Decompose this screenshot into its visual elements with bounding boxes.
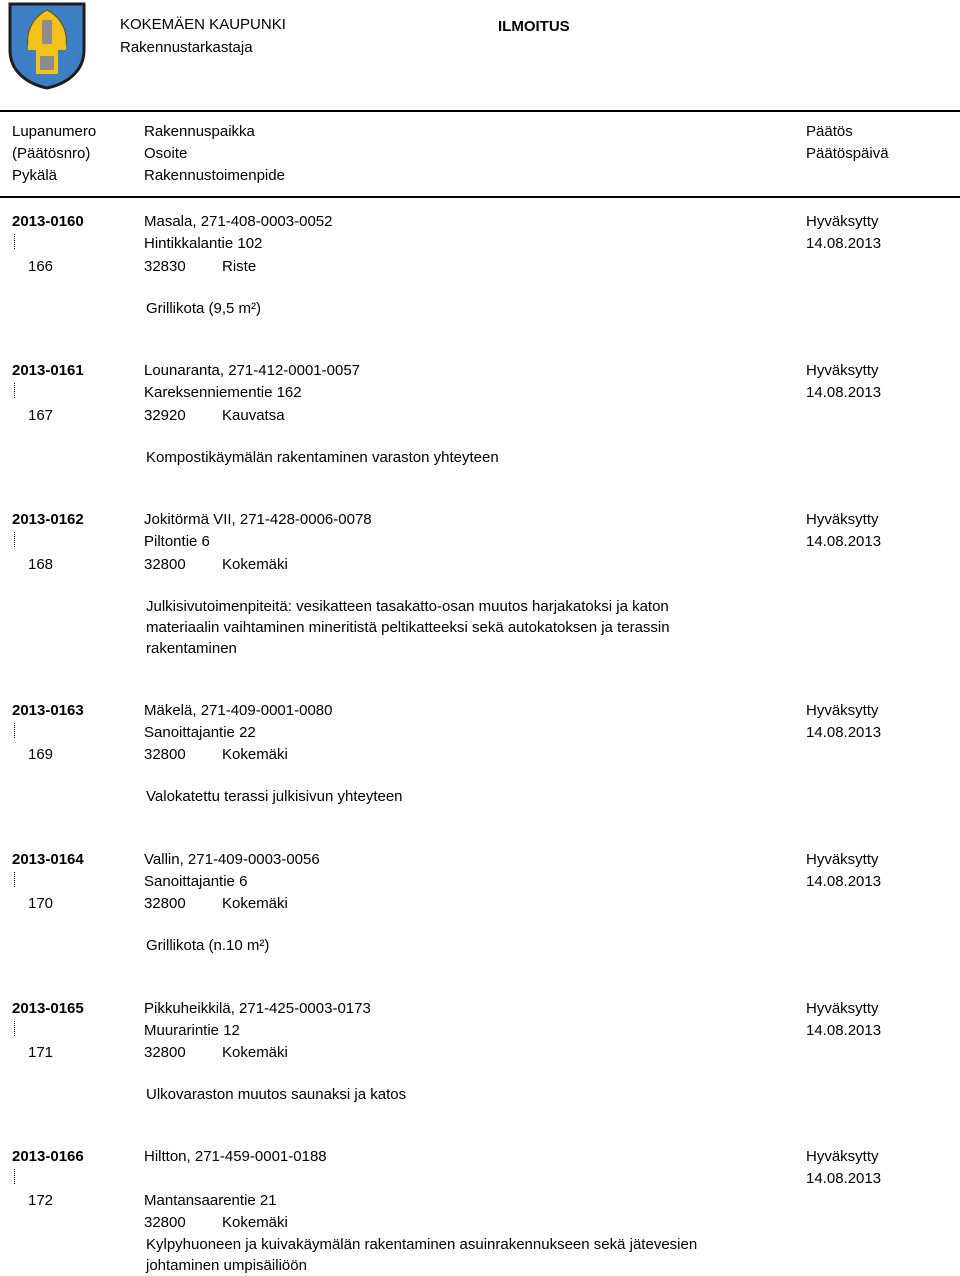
section-number: 168 <box>28 556 54 573</box>
decision-date: 14.08.2013 <box>806 1022 882 1039</box>
town: Kokemäki <box>222 556 288 573</box>
street-address: Sanoittajantie 22 <box>144 724 256 741</box>
town: Kauvatsa <box>222 407 285 424</box>
postal-code: 32830 <box>144 258 186 275</box>
description-line: materiaalin vaihtaminen mineritistä peltikatteeksi sekä autokatoksen ja terassin <box>146 619 670 636</box>
decision: Hyväksytty <box>806 511 879 528</box>
office-name: Rakennustarkastaja <box>120 39 253 56</box>
street-address: Muurarintie 12 <box>144 1022 240 1039</box>
permit-number: 2013-0165 <box>12 1000 84 1017</box>
construction-measure <box>146 1084 766 1105</box>
decision: Hyväksytty <box>806 1000 879 1017</box>
decision-date: 14.08.2013 <box>806 873 882 890</box>
decision: Hyväksytty <box>806 851 879 868</box>
permit-number: 2013-0163 <box>12 702 84 719</box>
decision-date: 14.08.2013 <box>806 533 882 550</box>
postal-code: 32800 <box>144 746 186 763</box>
description-line: Kompostikäymälän rakentaminen varaston yhteyteen <box>146 449 499 466</box>
section-number: 167 <box>28 407 54 424</box>
construction-measure <box>146 298 766 319</box>
permit-number: 2013-0161 <box>12 362 84 379</box>
decision: Hyväksytty <box>806 702 879 719</box>
coat-of-arms-icon <box>6 0 88 90</box>
section-number: 170 <box>28 895 54 912</box>
section-marker <box>14 1021 16 1036</box>
permit-number: 2013-0164 <box>12 851 84 868</box>
columns-rule <box>0 196 960 198</box>
street-address: Mantansaarentie 21 <box>144 1192 277 1209</box>
building-site: Lounaranta, 271-412-0001-0057 <box>144 362 361 379</box>
section-marker <box>14 532 16 547</box>
construction-measure <box>146 596 766 659</box>
col-lupanumero: Lupanumero <box>12 123 97 140</box>
section-number: 172 <box>28 1192 54 1209</box>
decision-date: 14.08.2013 <box>806 235 882 252</box>
description-line: rakentaminen <box>146 640 237 657</box>
decision: Hyväksytty <box>806 362 879 379</box>
col-rakennuspaikka: Rakennuspaikka <box>144 123 255 140</box>
postal-code: 32920 <box>144 407 186 424</box>
description-line: Ulkovaraston muutos saunaksi ja katos <box>146 1086 407 1103</box>
description-line: Grillikota (n.10 m²) <box>146 937 270 954</box>
postal-code: 32800 <box>144 1214 186 1231</box>
description-line: Julkisivutoimenpiteitä: vesikatteen tasakatto-osan muutos harjakatoksi ja katon <box>146 598 669 615</box>
section-marker <box>14 723 16 738</box>
decision: Hyväksytty <box>806 1148 879 1165</box>
city-name: KOKEMÄEN KAUPUNKI <box>120 16 286 33</box>
street-address: Hintikkalantie 102 <box>144 235 263 252</box>
section-marker <box>14 234 16 249</box>
building-site: Vallin, 271-409-0003-0056 <box>144 851 320 868</box>
building-site: Jokitörmä VII, 271-428-0006-0078 <box>144 511 372 528</box>
decision: Hyväksytty <box>806 213 879 230</box>
street-address: Sanoittajantie 6 <box>144 873 248 890</box>
col-paatos: Päätös <box>806 123 853 140</box>
postal-code: 32800 <box>144 556 186 573</box>
town: Kokemäki <box>222 895 288 912</box>
section-number: 171 <box>28 1044 54 1061</box>
permit-number: 2013-0162 <box>12 511 84 528</box>
town: Riste <box>222 258 257 275</box>
description-line: johtaminen umpisäiliöön <box>146 1257 307 1274</box>
section-number: 166 <box>28 258 54 275</box>
building-site: Mäkelä, 271-409-0001-0080 <box>144 702 333 719</box>
col-pykala: Pykälä <box>12 167 58 184</box>
town: Kokemäki <box>222 1214 288 1231</box>
decision-date: 14.08.2013 <box>806 724 882 741</box>
building-site: Pikkuheikkilä, 271-425-0003-0173 <box>144 1000 371 1017</box>
col-osoite: Osoite <box>144 145 188 162</box>
postal-code: 32800 <box>144 1044 186 1061</box>
building-site: Masala, 271-408-0003-0052 <box>144 213 333 230</box>
document-type: ILMOITUS <box>498 18 570 35</box>
construction-measure <box>146 786 766 807</box>
description-line: Kylpyhuoneen ja kuivakäymälän rakentaminen asuinrakennukseen sekä jätevesien <box>146 1236 698 1253</box>
section-number: 169 <box>28 746 54 763</box>
building-site: Hiltton, 271-459-0001-0188 <box>144 1148 327 1165</box>
decision-date: 14.08.2013 <box>806 384 882 401</box>
description-line: Valokatettu terassi julkisivun yhteyteen <box>146 788 403 805</box>
permit-number: 2013-0160 <box>12 213 84 230</box>
construction-measure <box>146 1234 766 1276</box>
description-line: Grillikota (9,5 m²) <box>146 300 262 317</box>
construction-measure <box>146 447 766 468</box>
street-address: Piltontie 6 <box>144 533 210 550</box>
col-paatosnro: (Päätösnro) <box>12 145 91 162</box>
town: Kokemäki <box>222 746 288 763</box>
decision-date: 14.08.2013 <box>806 1170 882 1187</box>
permit-number: 2013-0166 <box>12 1148 84 1165</box>
col-paatospaiva: Päätöspäivä <box>806 145 889 162</box>
section-marker <box>14 1169 16 1184</box>
postal-code: 32800 <box>144 895 186 912</box>
street-address: Kareksenniementie 162 <box>144 384 302 401</box>
col-rakennustoimenpide: Rakennustoimenpide <box>144 167 285 184</box>
construction-measure <box>146 935 766 956</box>
town: Kokemäki <box>222 1044 288 1061</box>
section-marker <box>14 383 16 398</box>
header-rule <box>0 110 960 112</box>
section-marker <box>14 872 16 887</box>
